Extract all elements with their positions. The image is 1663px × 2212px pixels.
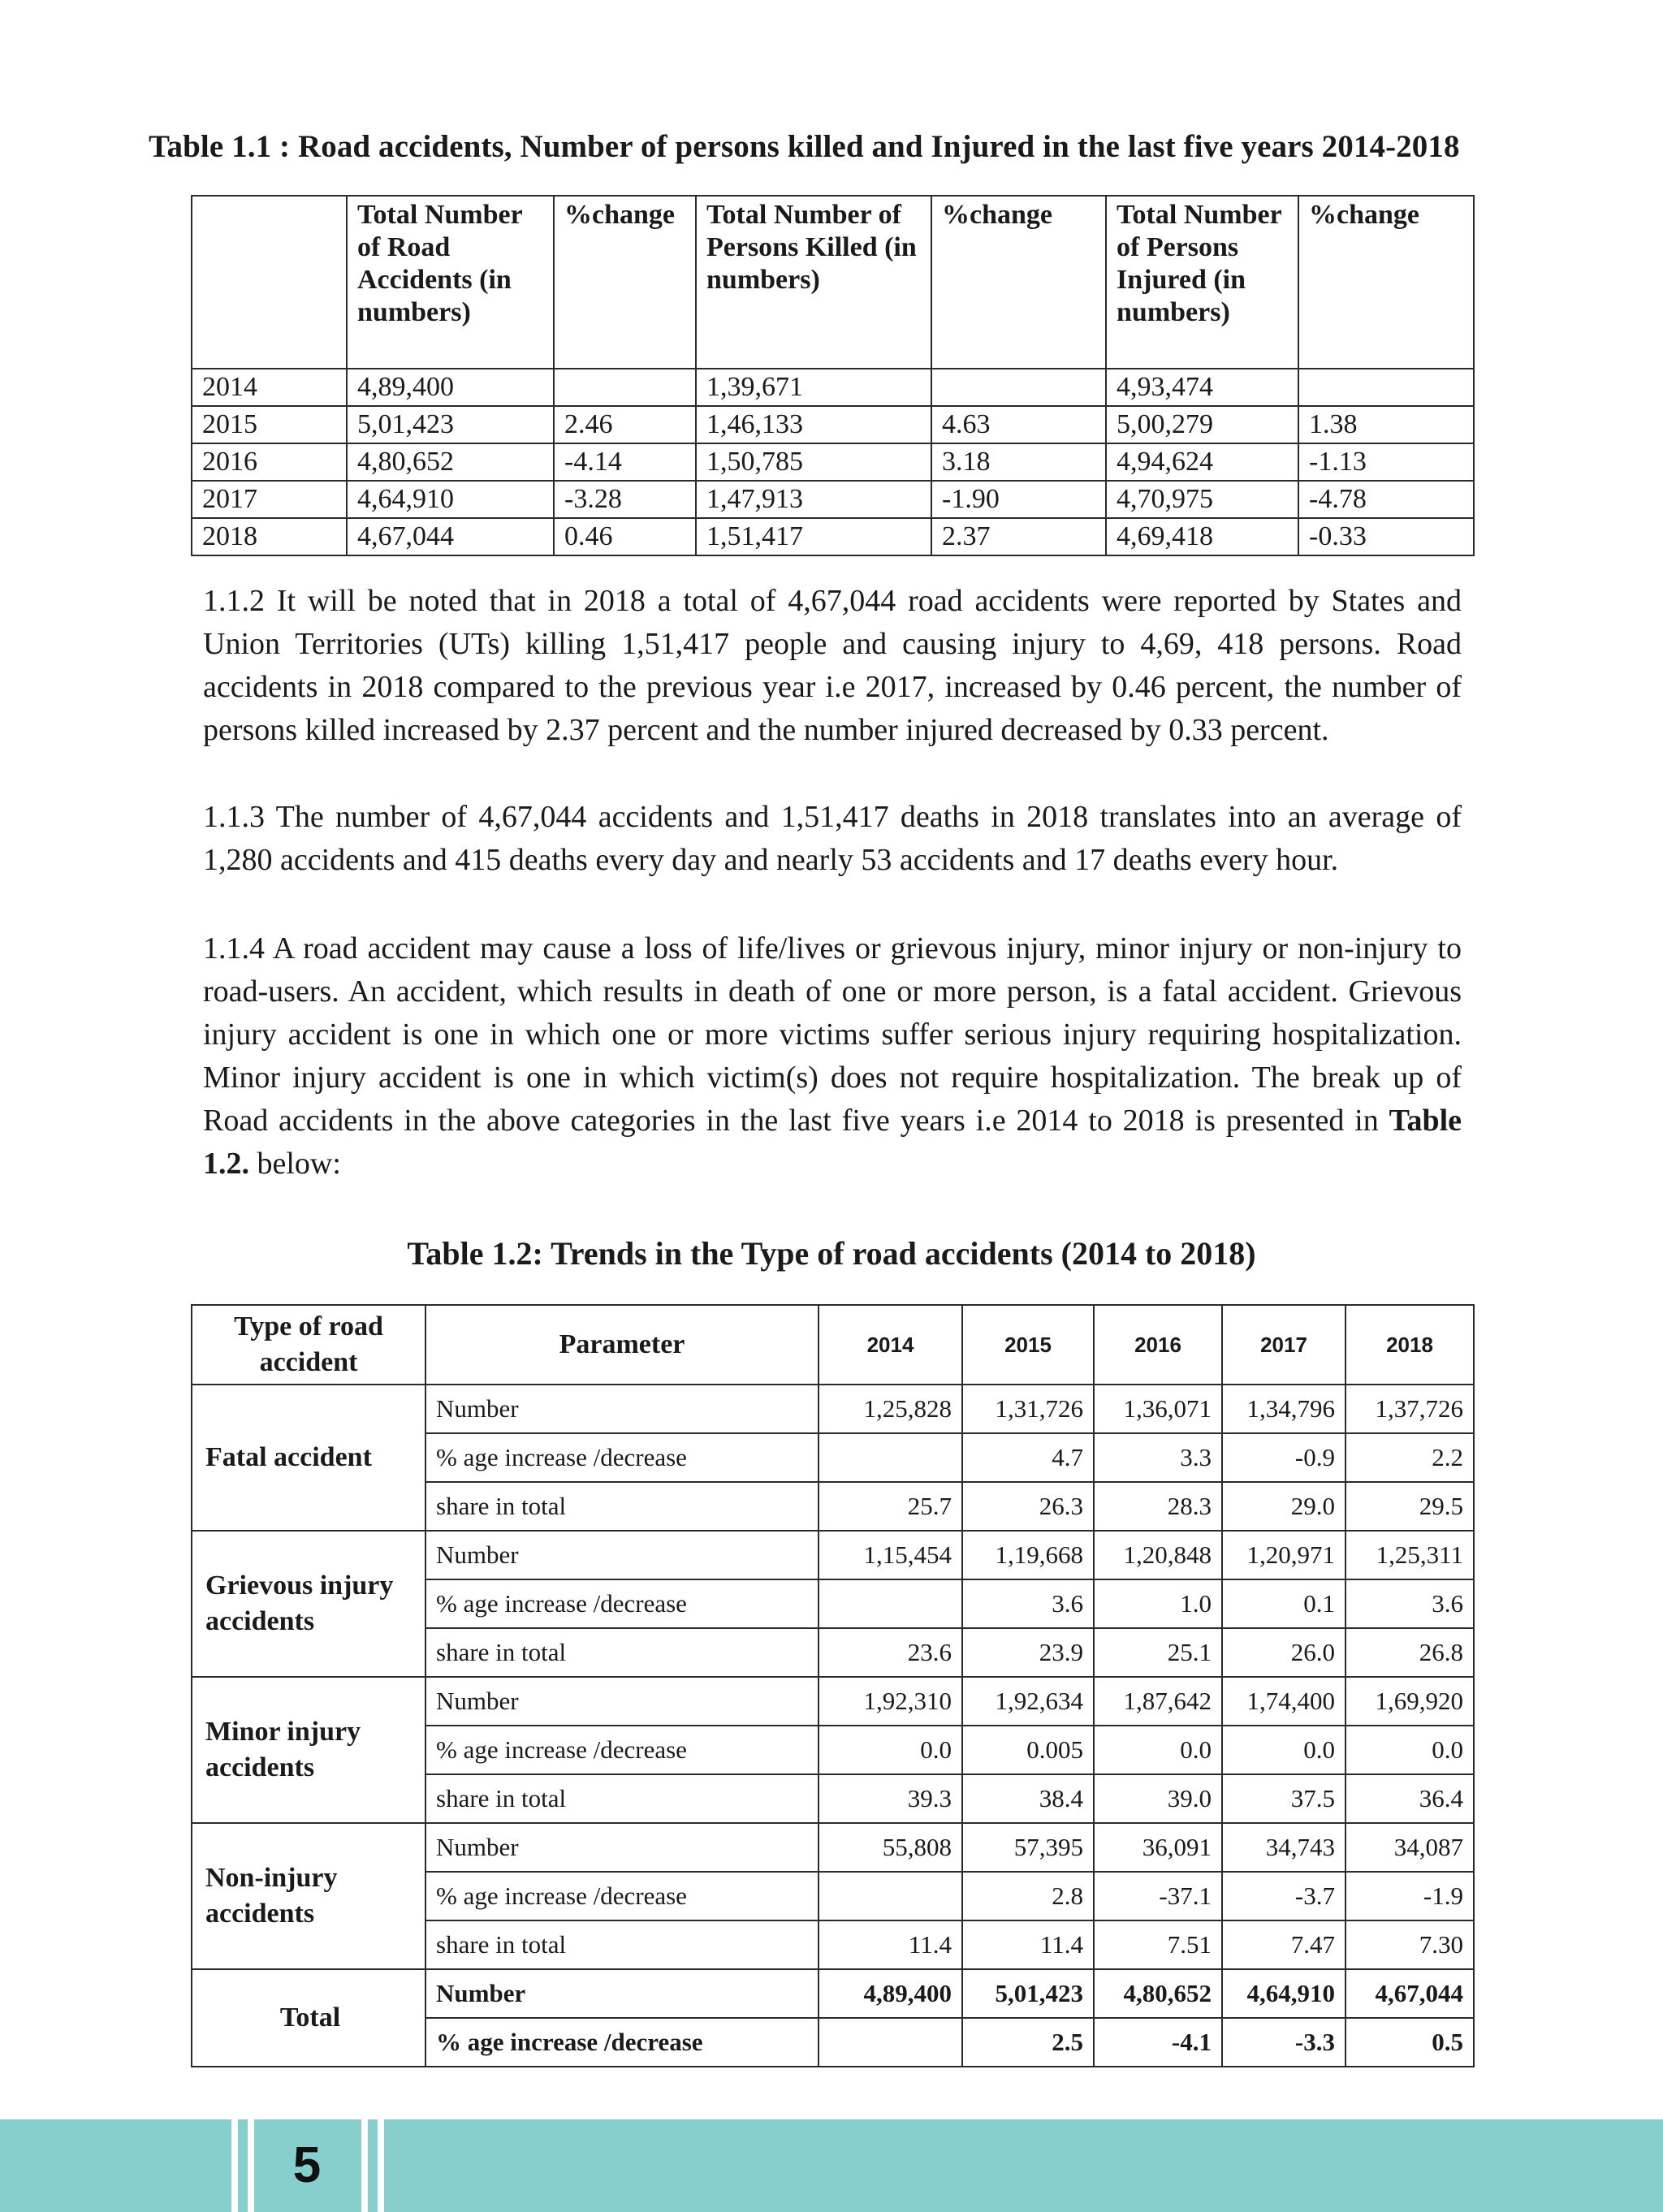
value-cell: 4,67,044 (1346, 1969, 1474, 2018)
parameter-cell: % age increase /decrease (425, 1726, 819, 1774)
value-cell (819, 1579, 962, 1628)
footer-divider (378, 2119, 384, 2212)
footer-divider (248, 2119, 254, 2212)
value-cell: 11.4 (819, 1920, 962, 1969)
value-cell: 1,25,311 (1346, 1531, 1474, 1579)
table-row (192, 1969, 1474, 2018)
year-header: 2014 (819, 1305, 962, 1385)
value-cell (819, 2018, 962, 2067)
parameter-cell: % age increase /decrease (425, 1433, 819, 1482)
value-cell: 1,92,310 (819, 1677, 962, 1726)
table-row (192, 1823, 1474, 1872)
value-cell: 3.18 (931, 443, 1106, 481)
value-cell: 5,01,423 (347, 406, 554, 443)
value-cell: 1,20,848 (1094, 1531, 1222, 1579)
value-cell: 1,31,726 (962, 1385, 1094, 1433)
value-cell: 0.0 (1094, 1726, 1222, 1774)
value-cell: -0.9 (1222, 1433, 1346, 1482)
value-cell: 55,808 (819, 1823, 962, 1872)
value-cell: 7.51 (1094, 1920, 1222, 1969)
value-cell: 38.4 (962, 1774, 1094, 1823)
paragraph-1-1-4 (203, 927, 1462, 1186)
year-header: 2018 (1346, 1305, 1474, 1385)
value-cell: 3.3 (1094, 1433, 1222, 1482)
value-cell: 0.1 (1222, 1579, 1346, 1628)
paragraph-1-1-4-text: 1.1.4 A road accident may cause a loss of life/lives or grievous injury, minor injury or non-injury to road-users. An accident, which results in death of one or more person, is a fatal accident. Grievous injury accident is one in which one or more victims suffer serious injury requiring hospitalization. Minor injury accident is one in which victim(s) does not require hospitalization. The break up of Road accidents in the above categories in the last five years i.e 2014 to 2018 is presented in (203, 931, 1462, 1138)
value-cell: 1,19,668 (962, 1531, 1094, 1579)
value-cell: -1.13 (1298, 443, 1474, 481)
value-cell: -3.28 (554, 481, 696, 518)
value-cell: 4,94,624 (1106, 443, 1298, 481)
parameter-cell: Number (425, 1677, 819, 1726)
year-cell: 2018 (192, 518, 347, 555)
accident-type-cell: Fatal accident (192, 1385, 425, 1531)
value-cell: 4,89,400 (819, 1969, 962, 2018)
header-cell: Total Number of Persons Injured (in numbers) (1106, 196, 1298, 369)
value-cell: 2.37 (931, 518, 1106, 555)
table-1-2 (191, 1304, 1475, 2067)
value-cell: 1,87,642 (1094, 1677, 1222, 1726)
value-cell (931, 369, 1106, 406)
table-row (192, 369, 1474, 406)
value-cell: 26.8 (1346, 1628, 1474, 1677)
value-cell: 4,80,652 (1094, 1969, 1222, 2018)
value-cell: -3.7 (1222, 1872, 1346, 1920)
value-cell: 4,64,910 (347, 481, 554, 518)
table-1-2-title: Table 1.2: Trends in the Type of road accidents (2014 to 2018) (407, 1235, 1256, 1272)
parameter-cell: % age increase /decrease (425, 1872, 819, 1920)
value-cell: 1.0 (1094, 1579, 1222, 1628)
value-cell: -0.33 (1298, 518, 1474, 555)
value-cell: 1,36,071 (1094, 1385, 1222, 1433)
value-cell: 4,89,400 (347, 369, 554, 406)
table-1-1-title: Table 1.1 : Road accidents, Number of persons killed and Injured in the last five years 2014-2018 (149, 129, 1460, 164)
table-row (192, 406, 1474, 443)
value-cell: -4.1 (1094, 2018, 1222, 2067)
value-cell: 1,15,454 (819, 1531, 962, 1579)
value-cell (819, 1872, 962, 1920)
value-cell: 4,70,975 (1106, 481, 1298, 518)
year-cell: 2015 (192, 406, 347, 443)
table-row (192, 1531, 1474, 1579)
value-cell: 34,743 (1222, 1823, 1346, 1872)
value-cell: 29.0 (1222, 1482, 1346, 1531)
value-cell: 1,50,785 (696, 443, 931, 481)
table-row (192, 1677, 1474, 1726)
value-cell: 57,395 (962, 1823, 1094, 1872)
year-cell: 2014 (192, 369, 347, 406)
parameter-cell: Number (425, 1823, 819, 1872)
value-cell: 1,37,726 (1346, 1385, 1474, 1433)
value-cell: 2.5 (962, 2018, 1094, 2067)
value-cell: 1,25,828 (819, 1385, 962, 1433)
value-cell: 36.4 (1346, 1774, 1474, 1823)
value-cell: 0.5 (1346, 2018, 1474, 2067)
value-cell: 29.5 (1346, 1482, 1474, 1531)
value-cell: 4.63 (931, 406, 1106, 443)
parameter-cell: share in total (425, 1482, 819, 1531)
footer-divider (361, 2119, 368, 2212)
table-row (192, 518, 1474, 555)
parameter-header: Parameter (425, 1305, 819, 1385)
value-cell: 0.0 (819, 1726, 962, 1774)
parameter-cell: Number (425, 1969, 819, 2018)
table-1-2-reference: Table 1.2. (203, 1104, 1462, 1181)
value-cell: 1.38 (1298, 406, 1474, 443)
accident-type-cell: Total (192, 1969, 425, 2067)
year-cell: 2016 (192, 443, 347, 481)
value-cell: 34,087 (1346, 1823, 1474, 1872)
accident-type-cell: Minor injury accidents (192, 1677, 425, 1823)
value-cell: -37.1 (1094, 1872, 1222, 1920)
value-cell: 4,64,910 (1222, 1969, 1346, 2018)
value-cell: 26.0 (1222, 1628, 1346, 1677)
value-cell: 4,67,044 (347, 518, 554, 555)
header-cell: Total Number of Persons Killed (in numbers) (696, 196, 931, 369)
year-cell: 2017 (192, 481, 347, 518)
table-row (192, 443, 1474, 481)
header-cell: %change (931, 196, 1106, 369)
year-header: 2017 (1222, 1305, 1346, 1385)
value-cell: 1,51,417 (696, 518, 931, 555)
header-cell: Total Number of Road Accidents (in numbers) (347, 196, 554, 369)
table-row (192, 1385, 1474, 1433)
header-cell: %change (554, 196, 696, 369)
type-header: Type of road accident (192, 1305, 425, 1385)
year-header: 2015 (962, 1305, 1094, 1385)
value-cell: 25.1 (1094, 1628, 1222, 1677)
value-cell: 36,091 (1094, 1823, 1222, 1872)
accident-type-cell: Non-injury accidents (192, 1823, 425, 1969)
value-cell: 5,00,279 (1106, 406, 1298, 443)
parameter-cell: share in total (425, 1628, 819, 1677)
value-cell: 37.5 (1222, 1774, 1346, 1823)
parameter-cell: share in total (425, 1920, 819, 1969)
table-1-1-header (192, 196, 1474, 369)
table-row (192, 481, 1474, 518)
value-cell: 4,80,652 (347, 443, 554, 481)
value-cell: 5,01,423 (962, 1969, 1094, 2018)
value-cell: 23.9 (962, 1628, 1094, 1677)
paragraph-1-1-3: 1.1.3 The number of 4,67,044 accidents and 1,51,417 deaths in 2018 translates into an average of 1,280 accidents and 415 deaths every day and nearly 53 accidents and 17 deaths every hour. (203, 800, 1462, 877)
value-cell: 1,39,671 (696, 369, 931, 406)
value-cell: 1,69,920 (1346, 1677, 1474, 1726)
value-cell: -3.3 (1222, 2018, 1346, 2067)
table-1-2-header (192, 1305, 1474, 1385)
paragraph-1-1-4-end: below: (249, 1147, 341, 1181)
value-cell: -1.90 (931, 481, 1106, 518)
value-cell: 28.3 (1094, 1482, 1222, 1531)
value-cell: 3.6 (1346, 1579, 1474, 1628)
value-cell: 1,34,796 (1222, 1385, 1346, 1433)
value-cell: 25.7 (819, 1482, 962, 1531)
parameter-cell: Number (425, 1531, 819, 1579)
value-cell: -1.9 (1346, 1872, 1474, 1920)
value-cell: 1,20,971 (1222, 1531, 1346, 1579)
paragraph-1-1-2: 1.1.2 It will be noted that in 2018 a total of 4,67,044 road accidents were reported by States and Union Territories (UTs) killing 1,51,417 people and causing injury to 4,69, 418 persons. Road accidents in 2018 compared to the previous year i.e 2017, increased by 0.46 percent, the number of persons killed increased by 2.37 percent and the number injured decreased by 0.33 percent. (203, 584, 1462, 747)
value-cell: 1,46,133 (696, 406, 931, 443)
header-cell (192, 196, 347, 369)
parameter-cell: % age increase /decrease (425, 1579, 819, 1628)
value-cell: 11.4 (962, 1920, 1094, 1969)
value-cell: 4,93,474 (1106, 369, 1298, 406)
value-cell: 7.47 (1222, 1920, 1346, 1969)
value-cell: 1,74,400 (1222, 1677, 1346, 1726)
value-cell: 4,69,418 (1106, 518, 1298, 555)
value-cell: 0.005 (962, 1726, 1094, 1774)
value-cell: 26.3 (962, 1482, 1094, 1531)
value-cell (1298, 369, 1474, 406)
year-header: 2016 (1094, 1305, 1222, 1385)
table-1-1 (191, 195, 1475, 556)
value-cell: 0.46 (554, 518, 696, 555)
value-cell: 2.8 (962, 1872, 1094, 1920)
parameter-cell: share in total (425, 1774, 819, 1823)
header-cell: %change (1298, 196, 1474, 369)
value-cell: 23.6 (819, 1628, 962, 1677)
value-cell: -4.14 (554, 443, 696, 481)
value-cell: 1,47,913 (696, 481, 931, 518)
value-cell: 1,92,634 (962, 1677, 1094, 1726)
value-cell: 2.46 (554, 406, 696, 443)
value-cell: 0.0 (1346, 1726, 1474, 1774)
value-cell (819, 1433, 962, 1482)
parameter-cell: Number (425, 1385, 819, 1433)
value-cell: 4.7 (962, 1433, 1094, 1482)
accident-type-cell: Grievous injury accidents (192, 1531, 425, 1677)
value-cell: -4.78 (1298, 481, 1474, 518)
value-cell: 7.30 (1346, 1920, 1474, 1969)
page-number: 5 (274, 2119, 340, 2212)
value-cell: 2.2 (1346, 1433, 1474, 1482)
value-cell: 0.0 (1222, 1726, 1346, 1774)
footer-divider (231, 2119, 238, 2212)
parameter-cell: % age increase /decrease (425, 2018, 819, 2067)
value-cell: 39.3 (819, 1774, 962, 1823)
value-cell: 39.0 (1094, 1774, 1222, 1823)
value-cell (554, 369, 696, 406)
value-cell: 3.6 (962, 1579, 1094, 1628)
